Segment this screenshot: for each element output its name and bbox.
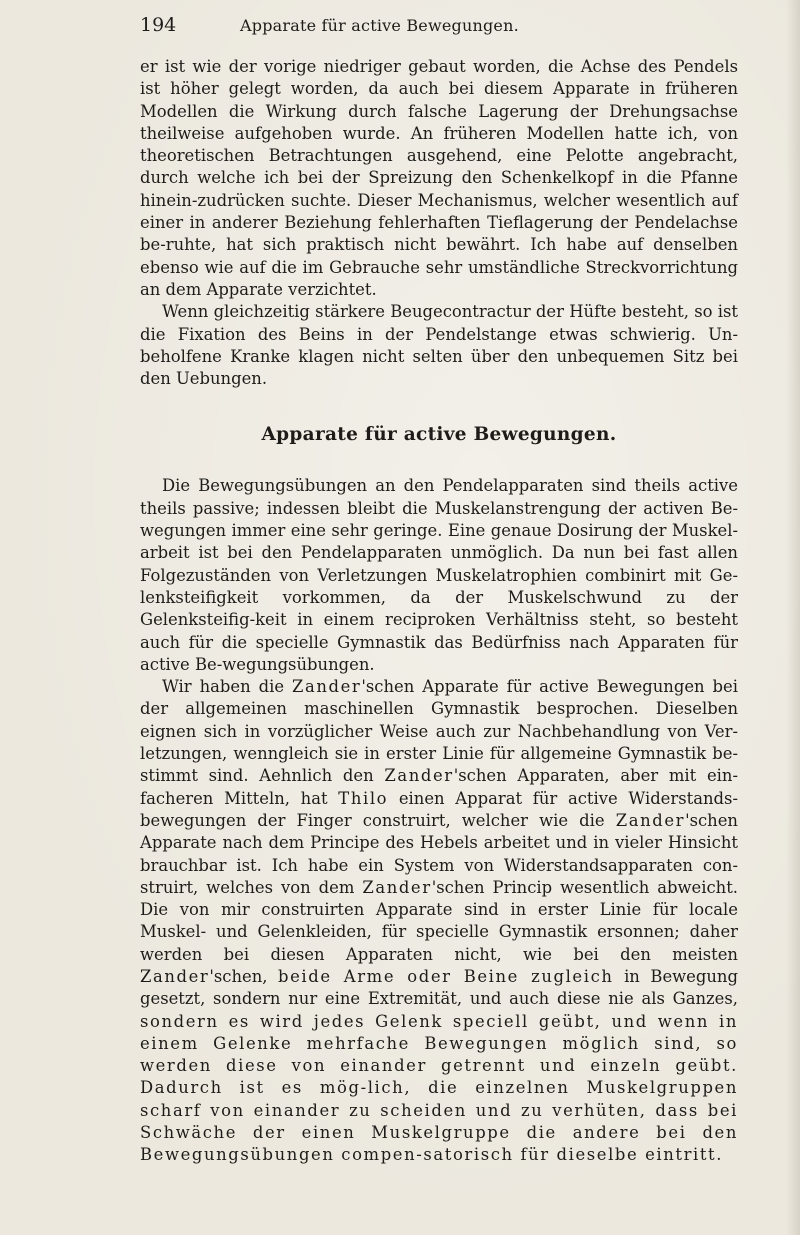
text-run: Wir haben die: [162, 677, 293, 697]
page-number: 194: [140, 14, 177, 36]
text-run: 'schen Apparate nach dem Principe des Hebels arbeitet und in vieler Hinsicht brauchbar ist. Ich habe ein System von Widerstandsapparaten con-struirt, welches von dem: [140, 810, 738, 897]
section-heading: Apparate für active Bewegungen.: [261, 424, 617, 446]
paragraph-zander-apparate: [140, 676, 738, 1167]
name-zander: Zander: [615, 810, 686, 830]
emphasis-spaced: beide Arme oder Beine zugleich: [278, 966, 614, 986]
text-run: einen Apparat für active Widerstands-bewegungen der Finger construirt, welcher wie die: [140, 788, 738, 830]
body-text: [140, 56, 738, 1167]
text-run: 'schen Apparate für active Bewegungen bei der allgemeinen maschinellen Gymnastik besprochen. Dieselben eignen sich in vorzüglicher Weise auch zur Nachbehandlung von Ver-letzungen, wenngleich sie in erster Linie für allgemeine Gymnastik be-stimmt sind. Aehnlich den: [140, 677, 738, 786]
text-run: 'schen,: [209, 966, 279, 986]
name-zander: Zander: [384, 766, 454, 786]
paragraph-fixation: Wenn gleichzeitig stärkere Beugecontractur der Hüfte besteht, so ist die Fixation des Beins in der Pendelstange etwas schwierig. Un-beholfene Kranke klagen nicht selten über den unbequemen Sitz bei den Uebungen.: [140, 302, 738, 389]
name-thilo: Thilo: [338, 788, 389, 808]
paragraph-continued: er ist wie der vorige niedriger gebaut worden, die Achse des Pendels ist höher gelegt worden, da auch bei diesem Apparate in früheren Modellen die Wirkung durch falsche Lagerung der Drehungsachse theilweise aufgehoben wurde. An früheren Modellen hatte ich, von theoretischen Betrachtungen ausgehend, eine Pelotte angebracht, durch welche ich bei der Spreizung den Schenkelkopf in die Pfanne hinein-zudrücken suchte. Dieser Mechanismus, welcher wesentlich auf einer in anderer Beziehung fehlerhaften Tieflagerung der Pendelachse be-ruhte, hat sich praktisch nicht bewährt. Ich habe auf denselben ebenso wie auf die im Gebrauche sehr umständliche Streckvorrichtung an dem Apparate verzichtet.: [140, 57, 738, 299]
page-header: [140, 14, 740, 38]
running-head: Apparate für active Bewegungen.: [240, 16, 519, 35]
text-run: 'schen Princip wesentlich abweicht. Die von mir construirten Apparate sind in erster Linie für locale Muskel- und Gelenkleiden, für specielle Gymnastik ersonnen; daher werden bei diesen Apparaten nicht, wie bei den meisten: [140, 877, 739, 964]
name-zander: Zander: [362, 877, 432, 897]
name-zander: Zander: [292, 677, 362, 697]
name-zander: Zander: [140, 966, 210, 986]
text-run: 'schen Apparaten, aber mit ein-facheren Mitteln, hat: [140, 766, 738, 808]
emphasis-spaced: sondern es wird jedes Gelenk speciell geübt, und wenn in einem Gelenke mehrfache Bewegungen möglich sind, so werden diese von einander getrennt und einzeln geübt. Dadurch ist es mög-lich, die einzelnen Muskelgruppen scharf von einander zu scheiden und zu verhüten, dass bei Schwäche der einen Muskelgruppe die andere bei den Bewegungsübungen compen-satorisch für dieselbe eintritt.: [140, 1011, 738, 1165]
page-edge-shadow: [786, 0, 800, 1235]
paragraph-bewegungsuebungen: Die Bewegungsübungen an den Pendelapparaten sind theils active theils passive; indessen bleibt die Muskelanstrengung der activen Be-wegungen immer eine sehr geringe. Eine genaue Dosirung der Muskel-arbeit ist bei den Pendelapparaten unmöglich. Da nun bei fast allen Folgezuständen von Verletzungen Muskelatrophien combinirt mit Ge-lenksteifigkeit vorkommen, da der Muskelschwund zu der Gelenksteifig-keit in einem reciproken Verhältniss steht, so besteht auch für die specielle Gymnastik das Bedürfniss nach Apparaten für active Be-wegungsübungen.: [140, 476, 738, 674]
text-run: in Bewegung gesetzt, sondern nur eine Extremität, und auch diese nie als Ganzes,: [140, 966, 738, 1009]
